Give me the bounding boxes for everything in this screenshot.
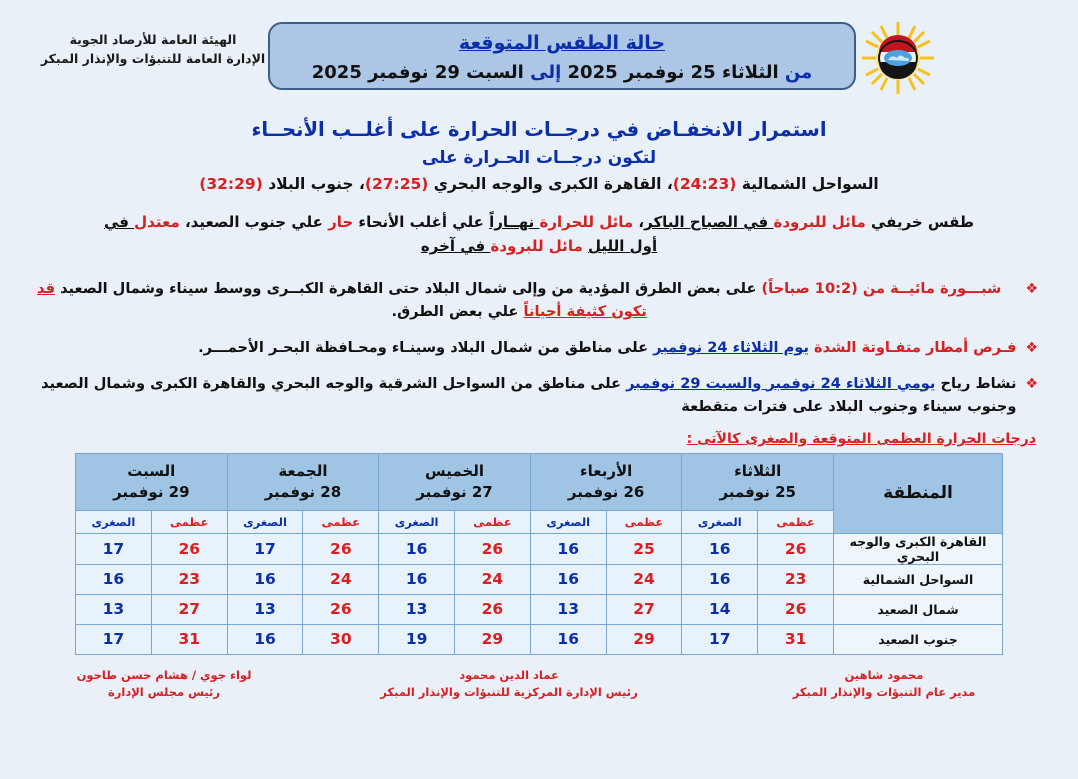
cell-max-3-4: 31 — [151, 624, 227, 654]
range-sep-1: ، — [353, 175, 365, 193]
cell-min-2-4: 13 — [76, 594, 152, 624]
weather-description-paragraph — [96, 210, 982, 259]
range-item-2-value: (32:29) — [199, 175, 263, 193]
cell-max-2-3: 26 — [303, 594, 379, 624]
table-body — [76, 533, 1003, 654]
column-header-day-4 — [76, 453, 228, 510]
text-run-4: مائل للحرارة — [539, 213, 634, 231]
day-date: 29 نوفمبر — [113, 482, 190, 501]
day-name: السبت — [127, 461, 176, 480]
signature-name: لواء جوي / هشام حسن طاحون — [76, 667, 252, 682]
cell-max-0-2: 26 — [455, 533, 531, 564]
cell-max-2-0: 26 — [758, 594, 834, 624]
cell-min-3-0: 17 — [682, 624, 758, 654]
range-item-0-label: السواحل الشمالية — [741, 175, 879, 193]
column-header-region: المنطقة — [834, 453, 1003, 533]
column-subheader-max-1: عظمى — [606, 510, 682, 533]
cell-min-2-2: 13 — [379, 594, 455, 624]
cell-region-1: السواحل الشمالية — [834, 564, 1003, 594]
table-header-row-days — [76, 453, 1003, 510]
text-run-0: شبـــورة مائيــة من — [857, 279, 1002, 297]
cell-max-0-3: 26 — [303, 533, 379, 564]
organization-line-2: الإدارة العامة للتنبؤات والإنذار المبكر — [40, 51, 266, 67]
text-run-6: علي أغلب الأنحاء — [353, 213, 490, 231]
table-row — [76, 564, 1003, 594]
report-header — [0, 0, 1078, 108]
cell-min-3-3: 16 — [227, 624, 303, 654]
cell-max-3-3: 30 — [303, 624, 379, 654]
text-run-2: على مناطق من السواحل الشرقية والوجه البحري والقاهرة الكبرى وشمال الصعيد وجنوب سيناء وجنوب البلاد على فترات متقطعة — [41, 374, 1017, 416]
cell-min-1-3: 16 — [227, 564, 303, 594]
range-item-1-label: القاهرة الكبرى والوجه البحري — [433, 175, 662, 193]
cell-min-0-3: 17 — [227, 533, 303, 564]
text-run-0: فـرص أمطار متفـاوتة الشدة — [808, 338, 1017, 356]
cell-max-1-0: 23 — [758, 564, 834, 594]
cell-min-0-2: 16 — [379, 533, 455, 564]
column-subheader-min-4: الصغرى — [76, 510, 152, 533]
column-subheader-max-2: عظمى — [455, 510, 531, 533]
bullet-text — [22, 336, 1016, 360]
cell-min-0-4: 17 — [76, 533, 152, 564]
column-header-day-3 — [227, 453, 379, 510]
signature-title: رئيس مجلس الإدارة — [107, 685, 220, 700]
day-name: الجمعة — [278, 461, 328, 480]
column-subheader-min-2: الصغرى — [379, 510, 455, 533]
day-name: الأربعاء — [579, 461, 633, 480]
cell-min-2-1: 13 — [530, 594, 606, 624]
cell-min-2-3: 13 — [227, 594, 303, 624]
date-range — [270, 59, 854, 86]
cell-max-0-1: 25 — [606, 533, 682, 564]
column-subheader-min-0: الصغرى — [682, 510, 758, 533]
cell-min-1-1: 16 — [530, 564, 606, 594]
text-run-13: في آخره — [420, 237, 491, 256]
cell-max-0-0: 26 — [758, 533, 834, 564]
list-item — [22, 372, 1038, 419]
column-header-day-1 — [530, 453, 682, 510]
text-run-1: مائل للبرودة — [773, 213, 866, 231]
cell-region-0: القاهرة الكبرى والوجه البحري — [834, 533, 1003, 564]
table-caption: درجات الحرارة العظمى المتوقعة والصغرى كالآتى : — [686, 430, 1036, 447]
main-headline: استمرار الانخفـاض في درجــات الحرارة على أغلــب الأنحــاء — [251, 118, 827, 141]
cell-max-2-2: 26 — [455, 594, 531, 624]
text-run-12: مائل للبرودة — [490, 237, 583, 256]
day-date: 27 نوفمبر — [416, 482, 493, 501]
table-row — [76, 533, 1003, 564]
column-subheader-min-1: الصغرى — [530, 510, 606, 533]
text-run-1: (10:2 صباحاً) — [761, 279, 858, 297]
text-run-2: على مناطق من شمال البلاد وسينـاء ومحـافظة البحـر الأحمـــر. — [198, 338, 654, 356]
day-date: 26 نوفمبر — [567, 482, 645, 501]
page-title: حالة الطقس المتوقعة — [458, 32, 666, 54]
cell-min-1-2: 16 — [379, 564, 455, 594]
cell-max-2-1: 27 — [606, 594, 682, 624]
text-run-2: على بعض الطرق المؤدية من وإلى شمال البلاد حتى القاهرة الكبــرى ووسط سيناء وشمال الصعيد — [55, 279, 762, 297]
day-name: الخميس — [425, 461, 484, 480]
text-run-7: حار — [328, 213, 354, 231]
temperature-table — [75, 453, 1003, 655]
text-run-2: في الصباح الباكر — [644, 213, 774, 231]
signature-block-head-central — [344, 667, 674, 702]
cell-max-1-2: 24 — [455, 564, 531, 594]
bullet-text — [22, 372, 1016, 419]
range-item-1-value: (27:25) — [364, 175, 429, 193]
signature-block-director — [734, 667, 1034, 702]
signature-block-chairman — [44, 667, 284, 702]
column-subheader-max-4: عظمى — [151, 510, 227, 533]
cell-region-2: شمال الصعيد — [834, 594, 1003, 624]
cell-min-0-1: 16 — [530, 533, 606, 564]
temperature-ranges-line — [0, 175, 1078, 193]
cell-max-1-4: 23 — [151, 564, 227, 594]
cell-max-2-4: 27 — [151, 594, 227, 624]
cell-max-1-3: 24 — [303, 564, 379, 594]
text-run-1: يوم الثلاثاء 24 نوفمبر — [653, 338, 809, 356]
range-sep-0: ، — [661, 175, 673, 193]
table-row — [76, 624, 1003, 654]
text-run-5: نهــاراً — [489, 213, 540, 231]
cell-region-3: جنوب الصعيد — [834, 624, 1003, 654]
range-item-2-label: جنوب البلاد — [268, 175, 354, 193]
cell-min-2-0: 14 — [682, 594, 758, 624]
cell-min-1-4: 16 — [76, 564, 152, 594]
column-header-day-2 — [379, 453, 531, 510]
cell-min-3-4: 17 — [76, 624, 152, 654]
column-subheader-max-3: عظمى — [303, 510, 379, 533]
bullet-list — [22, 277, 1038, 419]
text-run-10: في أول الليل — [103, 213, 658, 256]
signature-name: محمود شاهين — [844, 667, 924, 682]
signature-name: عماد الدين محمود — [459, 667, 559, 682]
day-date: 28 نوفمبر — [264, 482, 342, 501]
text-run-0: نشاط رياح — [935, 374, 1017, 392]
text-run-9: معتدل — [134, 213, 185, 231]
text-run-8: علي جنوب الصعيد، — [184, 213, 329, 231]
range-item-0-value: (24:23) — [672, 175, 737, 193]
cell-max-1-1: 24 — [606, 564, 682, 594]
cell-min-3-1: 16 — [530, 624, 606, 654]
column-header-day-0 — [682, 453, 834, 510]
date-to-value: السبت 29 نوفمبر 2025 — [311, 61, 524, 83]
text-run-4: علي بعض الطرق. — [391, 303, 524, 321]
diamond-bullet-icon: ❖ — [1025, 375, 1038, 392]
text-run-3: قد تكون كثيفة أحياناً — [37, 279, 647, 321]
date-from-value: الثلاثاء 25 نوفمبر 2025 — [567, 61, 779, 83]
text-run-1: يومي الثلاثاء 24 نوفمبر والسبت 29 نوفمبر — [626, 374, 936, 392]
signature-title: رئيس الإدارة المركزية للتنبؤات والإنذار المبكر — [380, 685, 638, 700]
cell-max-3-2: 29 — [455, 624, 531, 654]
date-from-label: من — [784, 61, 813, 83]
day-date: 25 نوفمبر — [719, 482, 796, 501]
signature-title: مدير عام التنبؤات والإنذار المبكر — [792, 685, 976, 700]
date-to-label: إلى — [530, 61, 562, 83]
text-run-3: ، — [633, 213, 645, 231]
cell-min-1-0: 16 — [682, 564, 758, 594]
table-row — [76, 594, 1003, 624]
organization-line-1: الهيئة العامة للأرصاد الجوية — [69, 32, 237, 47]
list-item — [22, 277, 1038, 324]
title-box — [268, 22, 856, 90]
sub-headline: لتكون درجــات الحـرارة على — [421, 148, 657, 168]
cell-max-0-4: 26 — [151, 533, 227, 564]
bullet-text — [22, 277, 1016, 324]
day-name: الثلاثاء — [734, 461, 782, 480]
column-subheader-max-0: عظمى — [758, 510, 834, 533]
column-subheader-min-3: الصغرى — [227, 510, 303, 533]
signature-footer — [44, 667, 1034, 702]
table-head — [76, 453, 1003, 533]
cell-min-0-0: 16 — [682, 533, 758, 564]
cell-min-3-2: 19 — [379, 624, 455, 654]
cell-max-3-0: 31 — [758, 624, 834, 654]
diamond-bullet-icon: ❖ — [1025, 339, 1038, 356]
ema-sun-cloud-logo-icon — [862, 22, 934, 94]
text-run-0: طقس خريفي — [865, 213, 975, 231]
list-item — [22, 336, 1038, 360]
diamond-bullet-icon: ❖ — [1025, 280, 1038, 297]
cell-max-3-1: 29 — [606, 624, 682, 654]
organization-block — [28, 30, 278, 69]
